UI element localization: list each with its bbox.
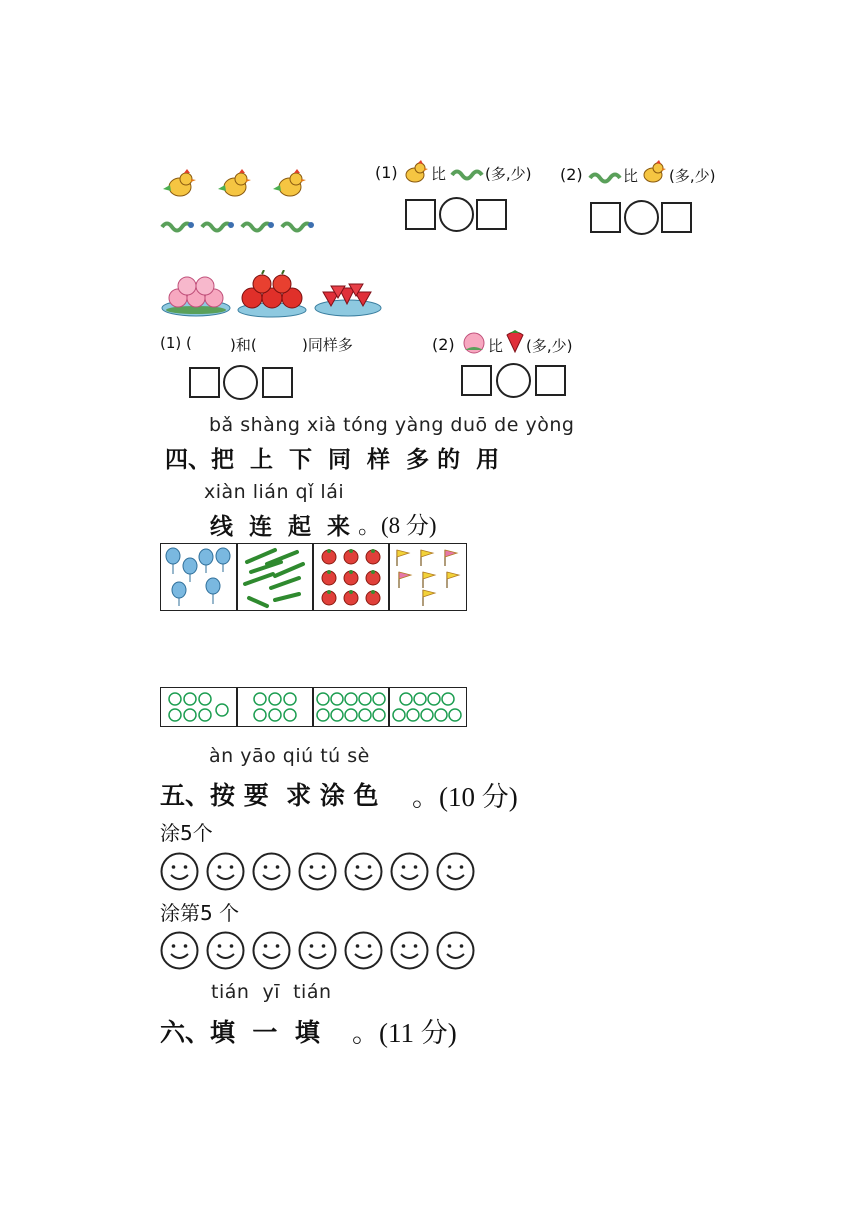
q1-prefix: (1) <box>375 163 398 182</box>
tomato-cell[interactable] <box>312 543 390 611</box>
section4-heading-line2: 线 连 起 来 <box>210 514 351 540</box>
smiley-face-icon[interactable] <box>344 852 383 891</box>
strawberry-icon <box>505 329 525 357</box>
chick-icon <box>218 169 251 196</box>
section5-score: 。(10 分) <box>412 782 518 812</box>
section5-pinyin: àn yāo qiú tú sè <box>209 745 370 767</box>
fruit-q1-prefix: (1) ( <box>160 334 192 352</box>
q2-prefix: (2) <box>560 165 583 184</box>
circles-cell[interactable] <box>388 687 467 727</box>
chick-icon <box>273 169 306 196</box>
smiley-face-icon[interactable] <box>436 852 475 891</box>
answer-box[interactable] <box>405 199 436 230</box>
answer-box[interactable] <box>535 365 566 396</box>
worm-icon <box>162 222 194 231</box>
instruction-color-5: 涂5个 <box>160 821 213 845</box>
smiley-face-icon[interactable] <box>252 852 291 891</box>
smiley-face-icon[interactable] <box>252 931 291 970</box>
chick-worm-picture <box>160 165 320 240</box>
worm-icon <box>282 222 314 231</box>
smiley-face-icon[interactable] <box>160 852 199 891</box>
answer-box[interactable] <box>262 367 293 398</box>
answer-box[interactable] <box>476 199 507 230</box>
fruit-q2-prefix: (2) <box>432 335 455 354</box>
smiley-face-icon[interactable] <box>298 931 337 970</box>
q2-options: (多,少) <box>669 167 716 185</box>
q2-compare-word: 比 <box>623 167 639 185</box>
section6-pinyin: tián yī tián <box>211 981 332 1003</box>
chick-icon <box>641 160 667 188</box>
fruit-q1-and: )和( <box>230 336 257 354</box>
bean-pod-cell[interactable] <box>236 543 314 611</box>
smiley-face-icon[interactable] <box>298 852 337 891</box>
answer-box[interactable] <box>461 365 492 396</box>
section6-score: 。(11 分) <box>352 1018 457 1048</box>
instruction-color-5th: 涂第5 个 <box>160 901 240 925</box>
section4-pinyin-line2: xiàn lián qǐ lái <box>204 481 345 503</box>
circles-cell[interactable] <box>312 687 390 727</box>
smiley-row-2 <box>160 931 490 971</box>
fruit-q1-suffix: )同样多 <box>302 336 353 354</box>
smiley-face-icon[interactable] <box>344 931 383 970</box>
q1-compare-word: 比 <box>431 165 447 183</box>
worm-icon <box>450 165 486 185</box>
worm-icon <box>202 222 234 231</box>
answer-circle[interactable] <box>496 363 531 398</box>
smiley-face-icon[interactable] <box>390 931 429 970</box>
fruit-q2-compare-word: 比 <box>488 337 504 355</box>
smiley-face-icon[interactable] <box>436 931 475 970</box>
apple-plate-icon <box>238 270 306 317</box>
worm-icon <box>242 222 274 231</box>
smiley-row-1 <box>160 852 490 892</box>
section4-score: 。(8 分) <box>358 513 437 538</box>
fruit-plates-picture <box>160 270 385 324</box>
answer-circle[interactable] <box>439 197 474 232</box>
section5-heading: 五、按 要 求 涂 色 <box>160 781 379 810</box>
peach-icon <box>461 330 487 358</box>
smiley-face-icon[interactable] <box>206 931 245 970</box>
q1-options: (多,少) <box>485 165 532 183</box>
smiley-face-icon[interactable] <box>160 931 199 970</box>
smiley-face-icon[interactable] <box>206 852 245 891</box>
smiley-face-icon[interactable] <box>390 852 429 891</box>
section4-pinyin-line1: bǎ shàng xià tóng yàng duō de yòng <box>209 414 575 436</box>
worm-icon <box>588 168 624 188</box>
section6-heading: 六、填 一 填 <box>160 1018 320 1047</box>
answer-box[interactable] <box>590 202 621 233</box>
answer-box[interactable] <box>189 367 220 398</box>
chick-icon <box>403 160 429 188</box>
circles-cell[interactable] <box>236 687 314 727</box>
answer-box[interactable] <box>661 202 692 233</box>
peach-plate-icon <box>162 277 230 316</box>
chick-icon <box>163 169 196 196</box>
section4-heading-line1: 四、把 上 下 同 样 多 的 用 <box>165 447 500 473</box>
balloon-cell[interactable] <box>160 543 238 611</box>
strawberry-plate-icon <box>315 284 381 316</box>
circles-cell[interactable] <box>160 687 238 727</box>
flag-cell[interactable] <box>388 543 467 611</box>
answer-circle[interactable] <box>223 365 258 400</box>
answer-circle[interactable] <box>624 200 659 235</box>
fruit-q2-options: (多,少) <box>526 337 573 355</box>
